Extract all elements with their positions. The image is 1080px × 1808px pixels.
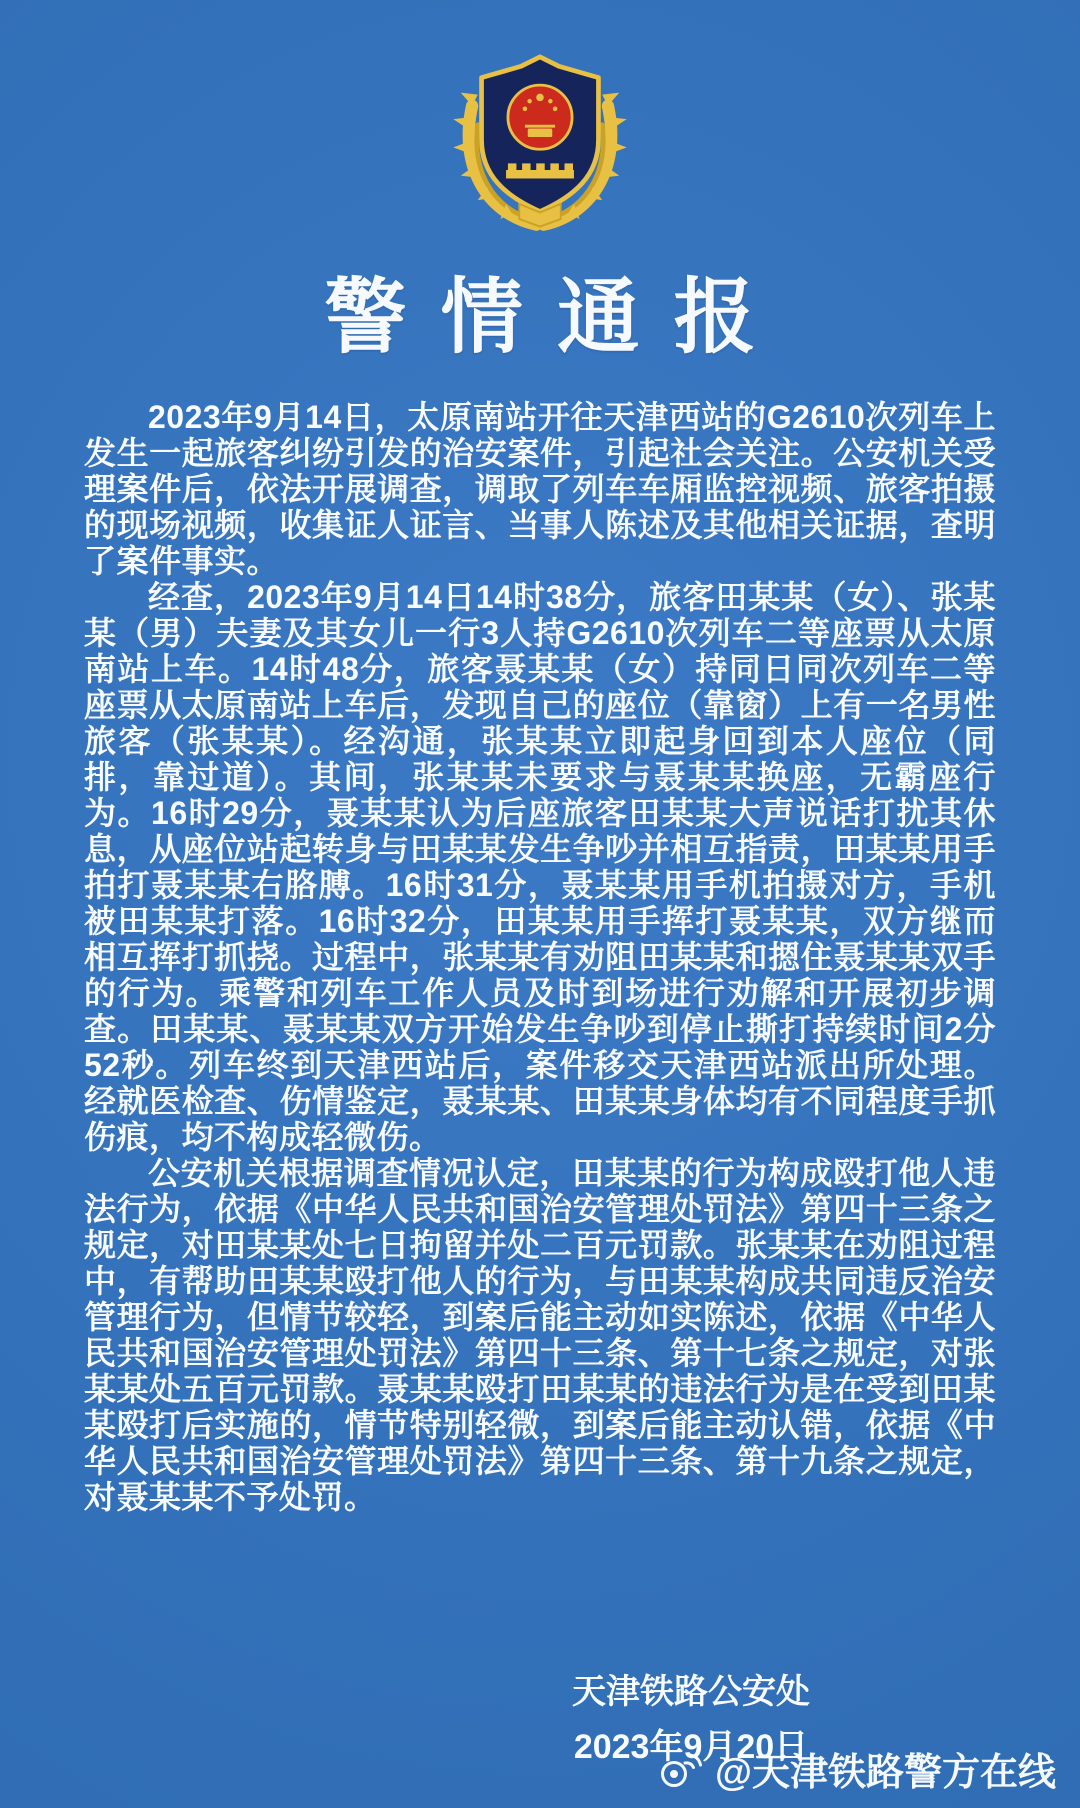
weibo-watermark [659,1741,1056,1796]
notice-paragraph-1: 2023年9月14日，太原南站开往天津西站的G2610次列车上发生一起旅客纠纷引发的治安案件，引起社会关注。公安机关受理案件后，依法开展调查，调取了列车车厢监控视频、旅客拍摄的现场视频，收集证人证言、当事人陈述及其他相关证据，查明了案件事实。 [84,399,996,579]
police-badge-icon [434,38,646,236]
police-badge-emblem [0,0,1080,236]
notice-paragraph-3: 公安机关根据调查情况认定，田某某的行为构成殴打他人违法行为，依据《中华人民共和国治安管理处罚法》第四十三条之规定，对田某某处七日拘留并处二百元罚款。张某某在劝阻过程中，有帮助田某某殴打他人的行为，与田某某构成共同违反治安管理行为，但情节较轻，到案后能主动如实陈述，依据《中华人民共和国治安管理处罚法》第四十三条、第十七条之规定，对张某某处五百元罚款。聂某某殴打田某某的违法行为是在受到田某某殴打后实施的，情节特别轻微，到案后能主动认错，依据《中华人民共和国治安管理处罚法》第四十三条、第十九条之规定，对聂某某不予处罚。 [84,1155,996,1515]
notice-body [0,399,1080,1515]
notice-title: 警情通报 [324,272,791,363]
issuer-name: 天津铁路公安处 [572,1673,810,1711]
issue-date: 2023年9月20日 [573,1728,809,1767]
notice-paragraph-2: 经查，2023年9月14日14时38分，旅客田某某（女）、张某某（男）夫妻及其女儿一行3人持G2610次列车二等座票从太原南站上车。14时48分，旅客聂某某（女）持同日同次列车二等座票从太原南站上车后，发现自己的座位（靠窗）上有一名男性旅客（张某某）。经沟通，张某某立即起身回到本人座位（同排，靠过道）。其间，张某某未要求与聂某某换座，无霸座行为。16时29分，聂某某认为后座旅客田某某大声说话打扰其休息，从座位站起转身与田某某发生争吵并相互指责，田某某用手拍打聂某某右胳膊。16时31分，聂某某用手机拍摄对方，手机被田某某打落。16时32分，田某某用手挥打聂某某，双方继而相互挥打抓挠。过程中，张某某有劝阻田某某和摁住聂某某双手的行为。乘警和列车工作人员及时到场进行劝解和开展初步调查。田某某、聂某某双方开始发生争吵到停止撕打持续时间2分52秒。列车终到天津西站后，案件移交天津西站派出所处理。经就医检查、伤情鉴定，聂某某、田某某身体均有不同程度手抓伤痕，均不构成轻微伤。 [84,579,996,1155]
weibo-icon [659,1749,705,1789]
weibo-handle: @天津铁路警方在线 [714,1752,1056,1794]
